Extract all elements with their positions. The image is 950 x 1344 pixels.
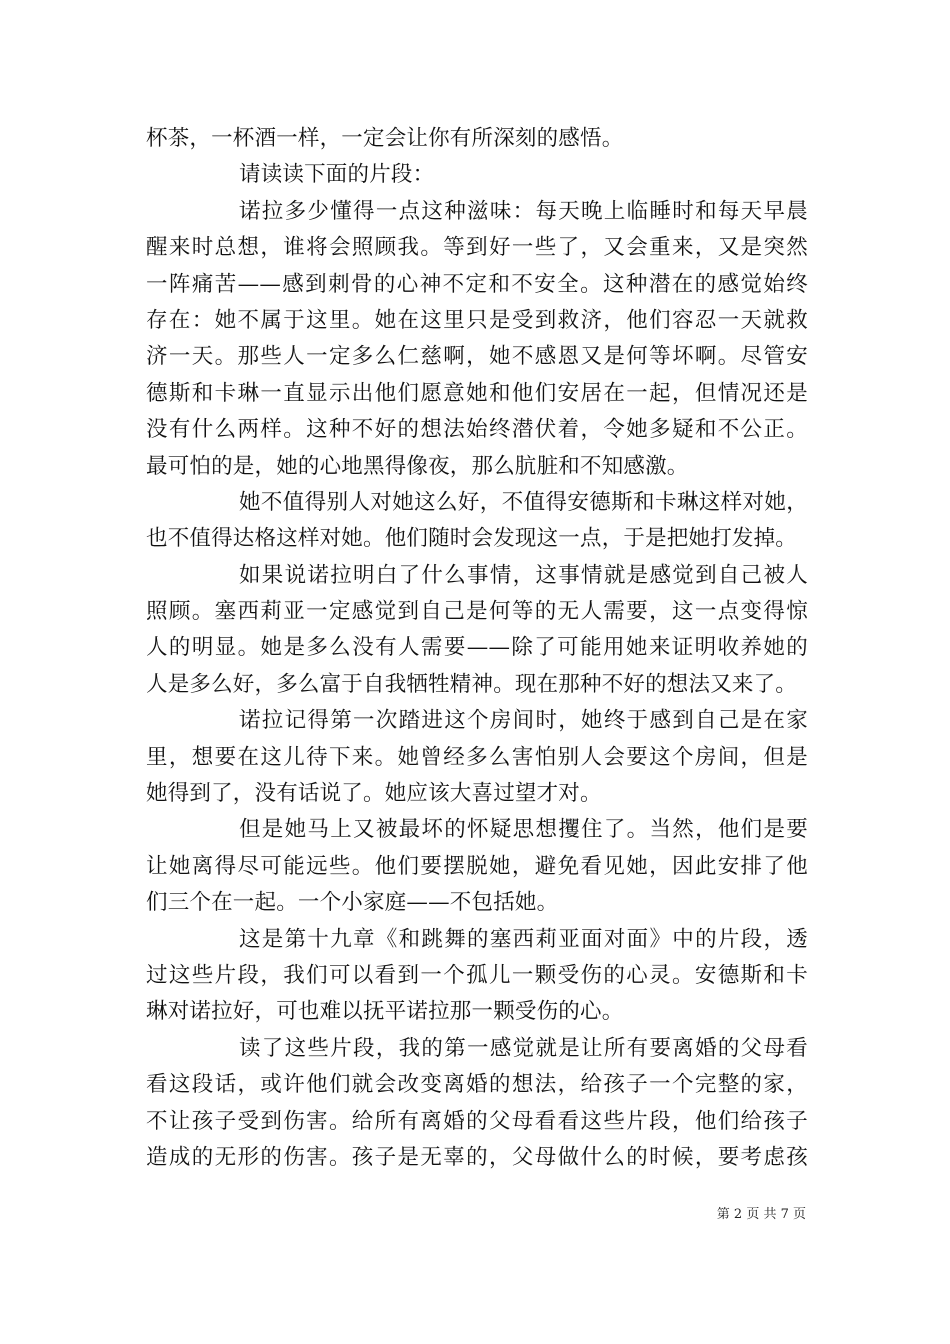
text-line: 也不值得达格这样对她。他们随时会发现这一点，于是把她打发掉。 <box>146 526 798 552</box>
text-line: 请读读下面的片段： <box>239 162 435 188</box>
text-line: 没有什么两样。这种不好的想法始终潜伏着，令她多疑和不公正。 <box>146 417 808 443</box>
text-line: 济一天。那些人一定多么仁慈啊，她不感恩又是何等坏啊。尽管安 <box>146 344 808 370</box>
text-line: 过这些片段，我们可以看到一个孤儿一颗受伤的心灵。安德斯和卡 <box>146 962 808 988</box>
text-line: 诺拉多少懂得一点这种滋味：每天晚上临睡时和每天早晨 <box>239 198 808 224</box>
text-line: 照顾。塞西莉亚一定感觉到自己是何等的无人需要，这一点变得惊 <box>146 599 808 625</box>
text-line: 们三个在一起。一个小家庭——不包括她。 <box>146 890 559 916</box>
paragraph <box>146 922 808 1031</box>
text-line: 这是第十九章《和跳舞的塞西莉亚面对面》中的片段，透 <box>239 926 808 952</box>
text-line: 她不值得别人对她这么好，不值得安德斯和卡琳这样对她， <box>239 489 808 515</box>
text-line: 不让孩子受到伤害。给所有离婚的父母看看这些片段，他们给孩子 <box>146 1108 808 1134</box>
paragraph <box>146 157 808 193</box>
paragraph <box>146 703 808 812</box>
text-line: 但是她马上又被最坏的怀疑思想攫住了。当然，他们是要 <box>239 817 808 843</box>
paragraph <box>146 1031 808 1177</box>
text-line: 诺拉记得第一次踏进这个房间时，她终于感到自己是在家 <box>239 708 808 734</box>
text-line: 里，想要在这儿待下来。她曾经多么害怕别人会要这个房间，但是 <box>146 744 808 770</box>
paragraph <box>146 194 808 485</box>
text-line: 人是多么好，多么富于自我牺牲精神。现在那种不好的想法又来了。 <box>146 671 798 697</box>
text-line: 看这段话，或许他们就会改变离婚的想法，给孩子一个完整的家， <box>146 1072 808 1098</box>
text-line: 最可怕的是，她的心地黑得像夜，那么肮脏和不知感激。 <box>146 453 689 479</box>
text-line: 让她离得尽可能远些。他们要摆脱她，避免看见她，因此安排了他 <box>146 853 808 879</box>
text-line: 读了这些片段，我的第一感觉就是让所有要离婚的父母看 <box>239 1035 808 1061</box>
paragraph <box>146 485 808 558</box>
text-line: 她得到了，没有话说了。她应该大喜过望才对。 <box>146 781 602 807</box>
text-line: 人的明显。她是多么没有人需要——除了可能用她来证明收养她的 <box>146 635 808 661</box>
text-line: 一阵痛苦——感到刺骨的心神不定和不安全。这种潜在的感觉始终 <box>146 271 808 297</box>
text-line: 琳对诺拉好，可也难以抚平诺拉那一颗受伤的心。 <box>146 999 624 1025</box>
text-line: 醒来时总想，谁将会照顾我。等到好一些了，又会重来，又是突然 <box>146 235 808 261</box>
page-footer: 第 2 页 共 7 页 <box>716 1207 806 1222</box>
text-line: 造成的无形的伤害。孩子是无辜的，父母做什么的时候，要考虑孩 <box>146 1144 808 1170</box>
paragraph <box>146 558 808 704</box>
paragraph <box>146 121 808 157</box>
text-line: 德斯和卡琳一直显示出他们愿意她和他们安居在一起，但情况还是 <box>146 380 808 406</box>
text-line: 杯茶，一杯酒一样，一定会让你有所深刻的感悟。 <box>146 126 624 151</box>
text-line: 如果说诺拉明白了什么事情，这事情就是感觉到自己被人 <box>239 562 808 588</box>
paragraph <box>146 812 808 921</box>
text-line: 存在：她不属于这里。她在这里只是受到救济，他们容忍一天就救 <box>146 307 808 333</box>
document-body <box>146 121 808 1176</box>
